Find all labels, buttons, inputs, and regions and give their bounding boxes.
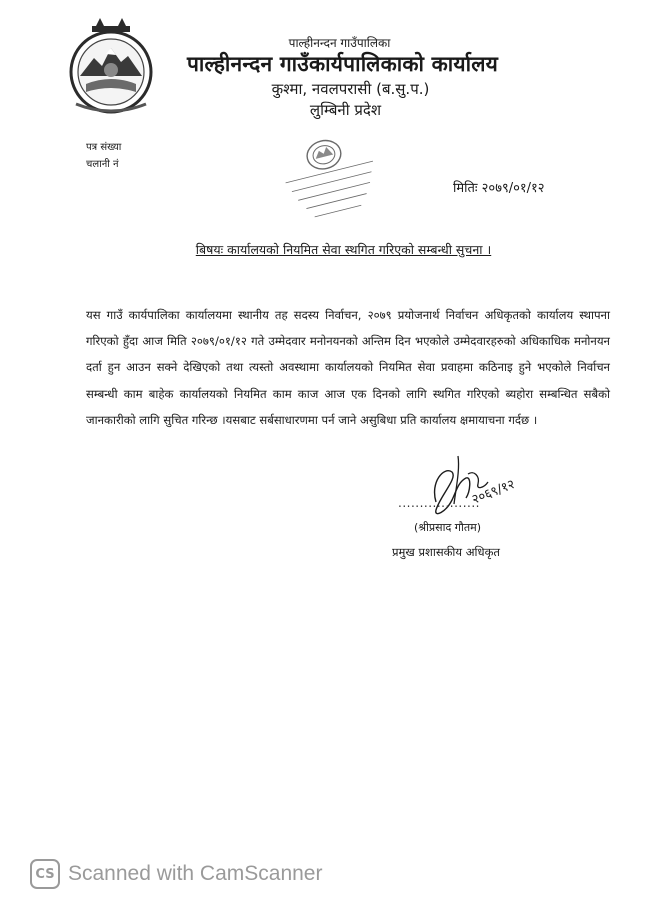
camscanner-logo: CS	[30, 859, 60, 889]
signer-name: (श्रीप्रसाद गौतम)	[414, 521, 481, 534]
reference-number-label: पत्र संख्या	[86, 142, 122, 153]
letter-date: मितिः २०७९/०१/१२	[453, 181, 545, 196]
subject-line: बिषयः कार्यालयको नियमित सेवा स्थगित गरिएको सम्बन्धी सुचना ।	[195, 242, 492, 257]
camscanner-watermark	[30, 858, 322, 890]
office-address: कुश्मा, नवलपरासी (ब.सु.प.)	[271, 80, 430, 98]
signer-designation: प्रमुख प्रशासकीय अधिकृत	[392, 545, 500, 559]
office-name-heading: पाल्हीनन्दन गाउँकार्यपालिकाको कार्यालय	[186, 52, 499, 76]
svg-text:२०६९/१२: २०६९/१२	[469, 476, 518, 508]
office-seal-stamp-icon	[276, 132, 384, 226]
camscanner-text: Scanned with CamScanner	[68, 862, 323, 885]
dispatch-number-label: चलानी नं	[86, 159, 119, 170]
notice-body-text: यस गाउँ कार्यपालिका कार्यालयमा स्थानीय तह सदस्य निर्वाचन, २०७९ प्रयोजनार्थ निर्वाचन अधिकृतको कार्यालय स्थापना गरिएको हुँदा आज मिति २०७९/०१/१२ गते उम्मेदवार मनोनयनको अन्तिम दिन भएकोले उम्मेदवारहरुको अधिकाधिक मनोनयन दर्ता हुन आउन सक्ने देखिएको तथा त्यस्तो अवस्थामा कार्यालयको नियमित सेवा प्रवाहमा कठिनाइ हुने भएकोले निर्वाचन सम्बन्धी काम बाहेक कार्यालयको नियमित काम काज आज एक दिनको लागि स्थगित गरिएको ब्यहोरा सम्बन्धित सबैको जानकारीको लागि सुचित गरिन्छ ।यसबाट सर्बसाधारणमा पर्न जाने असुबिधा प्रति कार्यालय क्षमायाचना गर्दछ ।	[86, 308, 610, 427]
signature-line: ...................	[398, 496, 480, 510]
municipality-name-small: पाल्हीनन्दन गाउँपालिका	[288, 36, 391, 50]
province-name: लुम्बिनी प्रदेश	[309, 101, 382, 119]
handwritten-signature-icon	[396, 452, 546, 530]
